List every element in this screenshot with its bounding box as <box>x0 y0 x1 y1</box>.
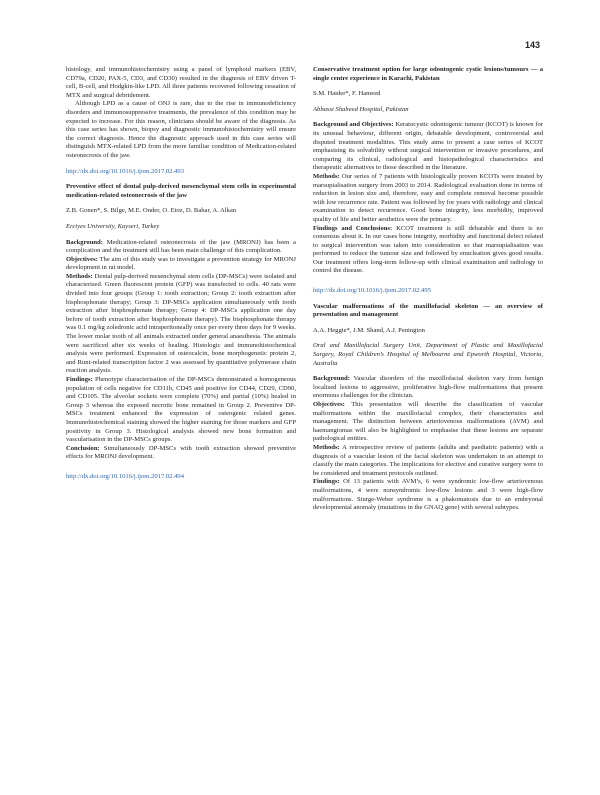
section-methods-vascular <box>313 444 543 478</box>
affiliation-abbassi: Abbassi Shaheed Hospital, Pakistan <box>313 105 409 113</box>
section-background <box>66 239 296 256</box>
doi-link-494[interactable]: http://dx.doi.org/10.1016/j.ijom.2017.02.494 <box>66 472 185 480</box>
background-label: Background: <box>66 238 103 246</box>
section-findings <box>66 376 296 445</box>
methods-text-kcot: Our series of 7 patients with histologically proven KCOTs were treated by marsupialisation surgery from 2003 to 2014. Radiological evaluation done in terms of reduction in lesion size and, therefore, easy and complete removal become possible with low recurrence rate. Patient was followed by for years with radiology and clinical examination to detect recurrence. Good bone integrity, less morbidity, improved quality of life and better aesthetics were the primary. <box>313 172 543 223</box>
article-title-vascular: Vascular malformations of the maxillofacial skeleton — an overview of presentation and management <box>313 302 543 319</box>
background-objectives-label: Background and Objectives: <box>313 121 394 129</box>
background-text: Medication-related osteonecrosis of the jaw (MRONJ) has been a complication and the treatment still has been main challenge of this complication. <box>66 238 296 255</box>
authors-heggie: A.A. Heggie*, J.M. Shand, A.J. Penington <box>313 326 425 334</box>
methods-label-kcot: Methods: <box>313 172 340 180</box>
background-objectives-text: Keratocystic odontogenic tumour (KCOT) is known for its unusual behaviour, different origin, debatable development, controversial and disputed treatment modalities. This study aims to present a case series of KCOT emphasising its solvability without surgical intervention or invasive procedures, and comparing its clinical, radiological and histopathological characteristics and therapeutic alternatives to those described in the literature. <box>313 121 543 172</box>
objectives-text: The aim of this study was to investigate a prevention strategy for MRONJ development in rat model. <box>66 255 296 272</box>
findings-text: Phenotype characterisation of the DP-MSCs demonstrated a homogeneous population of cells negative for CD11b, CD45 and positive for CD44, CD29, CD90, and CD105. The alveolar sockets were complete (70%) and partial (10%) healed in Group 3 whereas the exposed necrotic bone remained in Group 2. Preventive DP-MSCs treatment enhanced the expression of osteogenic related genes. Immunohistochemical staining showed the higher staining for those markers and GFP positivity in Group 3. Histological analysis showed new bone formation and vascularisation in the DP-MSCs groups. <box>66 376 296 444</box>
section-background-objectives <box>313 121 543 173</box>
doi-link-493[interactable]: http://dx.doi.org/10.1016/j.ijom.2017.02.493 <box>66 167 185 175</box>
section-objectives <box>66 256 296 273</box>
left-column <box>66 66 296 482</box>
right-column <box>313 66 543 513</box>
methods-label-vascular: Methods: <box>313 443 340 451</box>
section-findings-vascular <box>313 478 543 512</box>
affiliation-melbourne: Oral and Maxillofacial Surgery Unit, Department of Plastic and Maxillofacial Surgery, Royal Children’s Hospital of Melbourne and Epworth Hospital, Victoria, Australia <box>313 342 543 367</box>
methods-label: Methods: <box>66 272 93 280</box>
findings-text-vascular: Of 13 patients with AVM’s, 6 were syndromic low-flow arteriovenous malformations, 4 were nonsyndromic low-flow lesions and 3 were high-flow malformations. Sturge-Weber syndrome is a phakomatosis due to an embryonal developmental anomaly (mutations in the GNAQ gene) with several subtypes. <box>313 478 543 512</box>
section-conclusion <box>66 445 296 462</box>
article-title-stem-cells: Preventive effect of dental pulp-derived mesenchymal stem cells in experimental medication-related osteonecrosis of the jaw <box>66 183 296 199</box>
objectives-label-vascular: Objectives: <box>313 401 345 408</box>
page-number: 143 <box>524 40 540 50</box>
background-label-vascular: Background: <box>313 375 350 383</box>
continuation-paragraph-2: Although LPD as a cause of ONJ is rare, due to the rise in immunodeficiency disorders and immunosuppressive treatments, the prevalence of this condition may be expected to increase. For this reason, clinicians should be aware of the diagnosis. As this case series has shown, biopsy and diagnostic immunohistochemistry will ensure the correct diagnosis. Hence the diagnostic approach used in this case series will distinguish MTX-related LPD from the more familiar condition of Medication-related osteonecrosis of the jaw. <box>66 100 296 159</box>
findings-conclusions-text: KCOT treatment is still debatable and there is no consensus about it. In our cases bone integrity, morbidity and functional defect related to surgical intervention was taken into consideration so that marsupialisation was performed to reduce the tumour size and followed by enucleation gives good results. Our treatment offers long-term follow-up with clinical examination and radiology to control the disease. <box>313 224 543 275</box>
objectives-label: Objectives: <box>66 255 98 263</box>
authors-haider: S.M. Haider*, F. Hameed <box>313 90 381 98</box>
conclusion-text: Simultaneously DP-MSCs with tooth extraction showed preventive effects for MRONJ development. <box>66 444 296 461</box>
conclusion-label: Conclusion: <box>66 444 100 452</box>
findings-label-vascular: Findings: <box>313 478 340 486</box>
background-text-vascular: Vascular disorders of the maxillofacial skeleton vary from benign localised lesions to aggressive, proliferative high-flow malformations that present enormous challenges for the clinician. <box>313 375 543 400</box>
authors-gonen: Z.B. Gonen*, S. Bilge, M.E. Onder, O. Etoz, D. Bahar, A. Alkan <box>66 207 237 215</box>
methods-text: Dental pulp-derived mesenchymal stem cells (DP-MSCs) were isolated and characterised. Green fluorescent protein (GFP) was transfected to cells. 40 rats were divided into four groups (Group 1: tooth extraction; Group 2: tooth extraction after bisphosphonate therapy; Group 3: DP-MSCs application simultaneously with tooth extraction after bisphosphonate therapy; Group 4: DP-MSCs application one day before of tooth extraction after bisphosphonate therapy). The bisphosphonate therapy was 0.1 mg/kg zoledronic acid intraperitoneally once per every three days for 9 weeks. The lower molar tooth of all animals extracted under general anaesthesia. The animals were sacrificed after six weeks of healing. Histologic and immunohistochemical analysis were performed. Expression of osteocalcin, bone morphogenetic protein 2, and Runt-related transcription factor 2 was assessed by quantitative polymerase chain reaction analysis. <box>66 272 296 375</box>
article-title-kcot: Conservative treatment option for large odontogenic cystic lesions/tumours — a single centre experience in Karachi, Pakistan <box>313 66 543 82</box>
objectives-text-vascular: This presentation will describe the classification of vascular malformations within the maxillofacial complex, their characteristics and management. The distinction between arteriovenous malformations (AVM) and haemangiomas will also be highlighted to emphasise that these lesions are separate pathological entities. <box>313 401 544 443</box>
section-methods-kcot <box>313 173 543 225</box>
section-methods <box>66 273 296 376</box>
affiliation-erciyes: Erciyes University, Kayseri, Turkey <box>66 222 160 230</box>
continuation-paragraph: histology, and immunohistochemistry using a panel of lymphoid markers (EBV, CD79a, CD20, PAX-5, CD3, and CD30) resulted in the diagnosis of EBV driven T-cell, B-cell, and Hodgkin-like LPD. All three patients recovered following cessation of MTX and surgical debridement. <box>66 66 296 99</box>
findings-conclusions-label: Findings and Conclusions: <box>313 224 393 232</box>
methods-text-vascular: A retrospective review of patients (adults and paediatric patients) with a diagnosis of a vascular lesion of the facial skeleton was undertaken in an attempt to classify the main categories. The implications for elective and curative surgery were to be considered and treatment protocols outlined. <box>313 443 543 477</box>
findings-label: Findings: <box>66 376 93 383</box>
section-objectives-vascular <box>313 401 543 444</box>
section-background-vascular <box>313 375 543 401</box>
doi-link-495[interactable]: http://dx.doi.org/10.1016/j.ijom.2017.02.495 <box>313 287 432 295</box>
section-findings-conclusions <box>313 225 543 277</box>
